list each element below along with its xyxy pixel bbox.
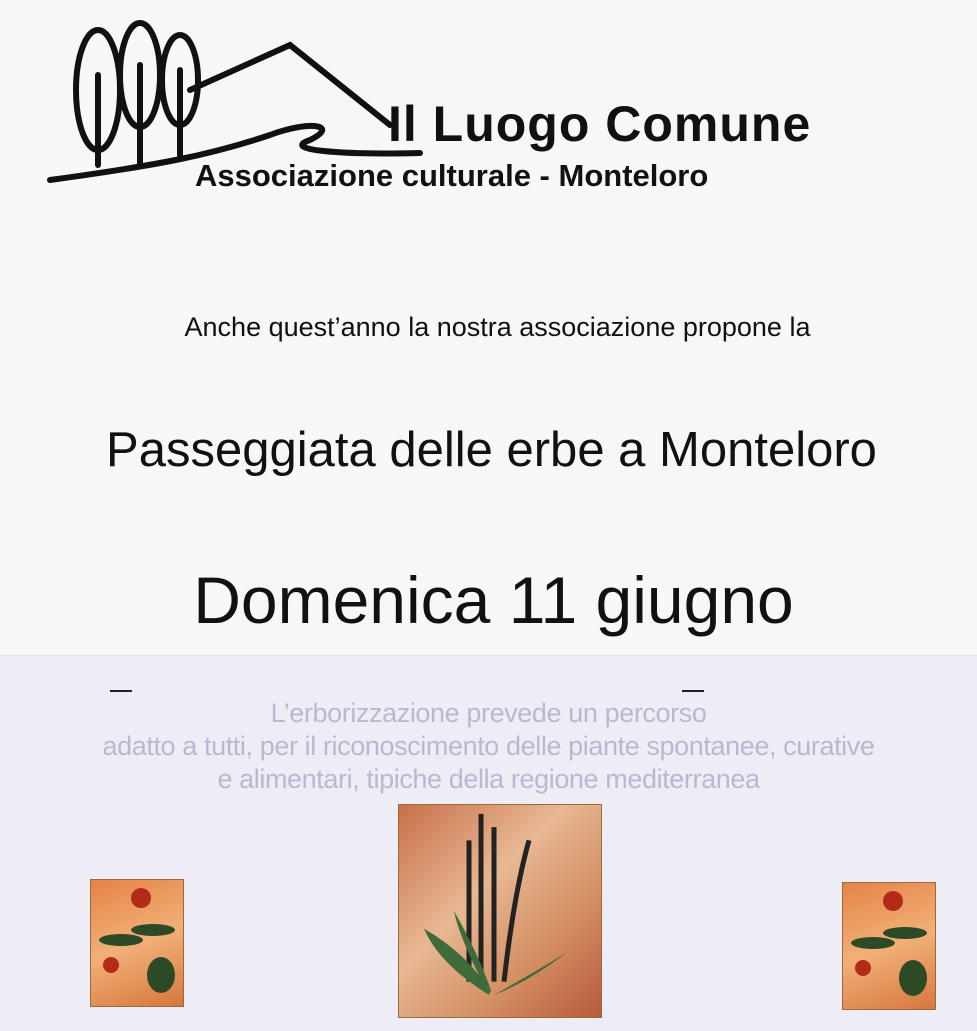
org-subtitle: Associazione culturale - Monteloro — [195, 158, 709, 193]
event-title: Passeggiata delle erbe a Monteloro — [106, 423, 877, 477]
org-name: Il Luogo Comune — [388, 96, 812, 152]
flower-icon — [843, 883, 935, 1009]
description-line: L’erborizzazione prevede un percorso — [270, 698, 707, 728]
intro-text: Anche quest’anno la nostra associazione propone la — [184, 312, 811, 342]
plant-icon — [399, 805, 601, 1017]
herbal-illustration-left — [90, 879, 184, 1007]
divider-mark — [110, 690, 132, 692]
herbal-illustration-right — [842, 882, 936, 1010]
description-line: adatto a tutti, per il riconoscimento delle piante spontanee, curative — [102, 731, 875, 761]
divider-mark — [682, 690, 704, 692]
event-date: Domenica 11 giugno — [193, 563, 794, 637]
herbal-illustration-main — [398, 804, 602, 1018]
flower-icon — [91, 880, 183, 1006]
description-line: e alimentari, tipiche della regione mediterranea — [217, 764, 760, 794]
